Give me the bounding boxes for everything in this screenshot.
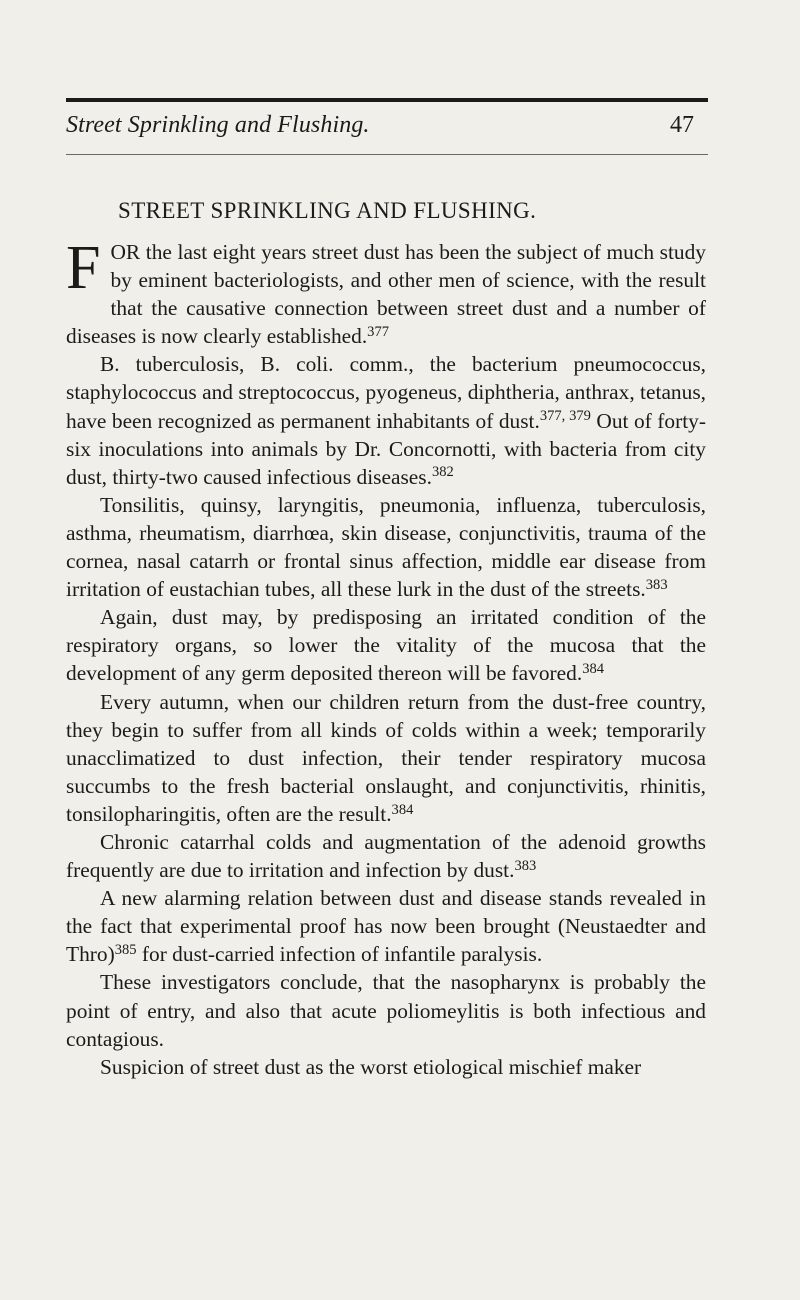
paragraph-text: Again, dust may, by predisposing an irritated condition of the respiratory organs, so lower the vitality of the mucosa that the development of any germ deposited thereon will be favored. bbox=[66, 605, 706, 686]
paragraph-text: B. tuberculosis, B. coli. comm., the bacterium pneumococcus, staphylococcus and streptococcus, pyogeneus, diphtheria, anthrax, tetanus, have been recognized as permanent inhabitants of dust. bbox=[66, 352, 706, 433]
paragraph-8 bbox=[66, 968, 706, 1052]
paragraph-1 bbox=[66, 234, 706, 350]
paragraph-text: for dust-carried infection of infantile paralysis. bbox=[136, 942, 543, 967]
article-body bbox=[66, 234, 706, 1081]
header-bottom-rule bbox=[66, 154, 708, 155]
footnote-ref: 383 bbox=[514, 857, 537, 874]
paragraph-3 bbox=[66, 491, 706, 603]
paragraph-4 bbox=[66, 603, 706, 687]
drop-cap: F bbox=[66, 234, 101, 302]
page-number: 47 bbox=[670, 112, 694, 138]
footnote-ref: 382 bbox=[431, 464, 454, 481]
article-title: STREET SPRINKLING AND FLUSHING. bbox=[118, 198, 537, 223]
running-title: Street Sprinkling and Flushing. bbox=[66, 112, 370, 138]
paragraph-text: Suspicion of street dust as the worst etiological mischief maker bbox=[100, 1054, 642, 1079]
paragraph-5 bbox=[66, 688, 706, 828]
paragraph-text: A new alarming relation between dust and disease stands revealed in the fact that experimental proof has now been brought (Neustaedter and Thro) bbox=[66, 886, 706, 967]
paragraph-text: Every autumn, when our children return from the dust-free country, they begin to suffer from all kinds of colds within a week; temporarily unacclimatized to dust infection, their tender respiratory mucosa succumbs to the fresh bacterial onslaught, and conjunctivitis, rhinitis, tonsilopharingitis, often are the result. bbox=[66, 689, 706, 826]
paragraph-7 bbox=[66, 884, 706, 968]
footnote-ref: 384 bbox=[391, 801, 414, 818]
footnote-ref: 384 bbox=[582, 661, 605, 678]
footnote-ref: 385 bbox=[114, 942, 137, 959]
paragraph-text: Tonsilitis, quinsy, laryngitis, pneumonia, influenza, tuberculosis, asthma, rheumatism, diarrhœa, skin disease, conjunctivitis, trauma of the cornea, nasal catarrh or frontal sinus affection, middle ear disease from irritation of eustachian tubes, all these lurk in the dust of the streets. bbox=[66, 492, 706, 602]
paragraph-6 bbox=[66, 828, 706, 884]
paragraph-text: Out of forty-six inoculations into animals by Dr. Concornotti, with bacteria from city dust, thirty-two caused infectious diseases. bbox=[66, 408, 706, 489]
footnote-ref: 377, 379 bbox=[539, 408, 591, 425]
header-top-rule bbox=[66, 98, 708, 102]
footnote-ref: 383 bbox=[645, 576, 668, 593]
paragraph-text: OR the last eight years street dust has been the subject of much study by eminent bacteriologists, and other men of science, with the result that the causative connection between street dust and a number of diseases is now clearly established. bbox=[66, 240, 706, 349]
paragraph-text: Chronic catarrhal colds and augmentation of the adenoid growths frequently are due to irritation and infection by dust. bbox=[66, 829, 706, 883]
paragraph-2 bbox=[66, 350, 706, 490]
paragraph-9 bbox=[66, 1053, 706, 1081]
footnote-ref: 377 bbox=[367, 324, 389, 341]
paragraph-text: These investigators conclude, that the nasopharynx is probably the point of entry, and also that acute poliomeylitis is both infectious and contagious. bbox=[66, 970, 706, 1051]
